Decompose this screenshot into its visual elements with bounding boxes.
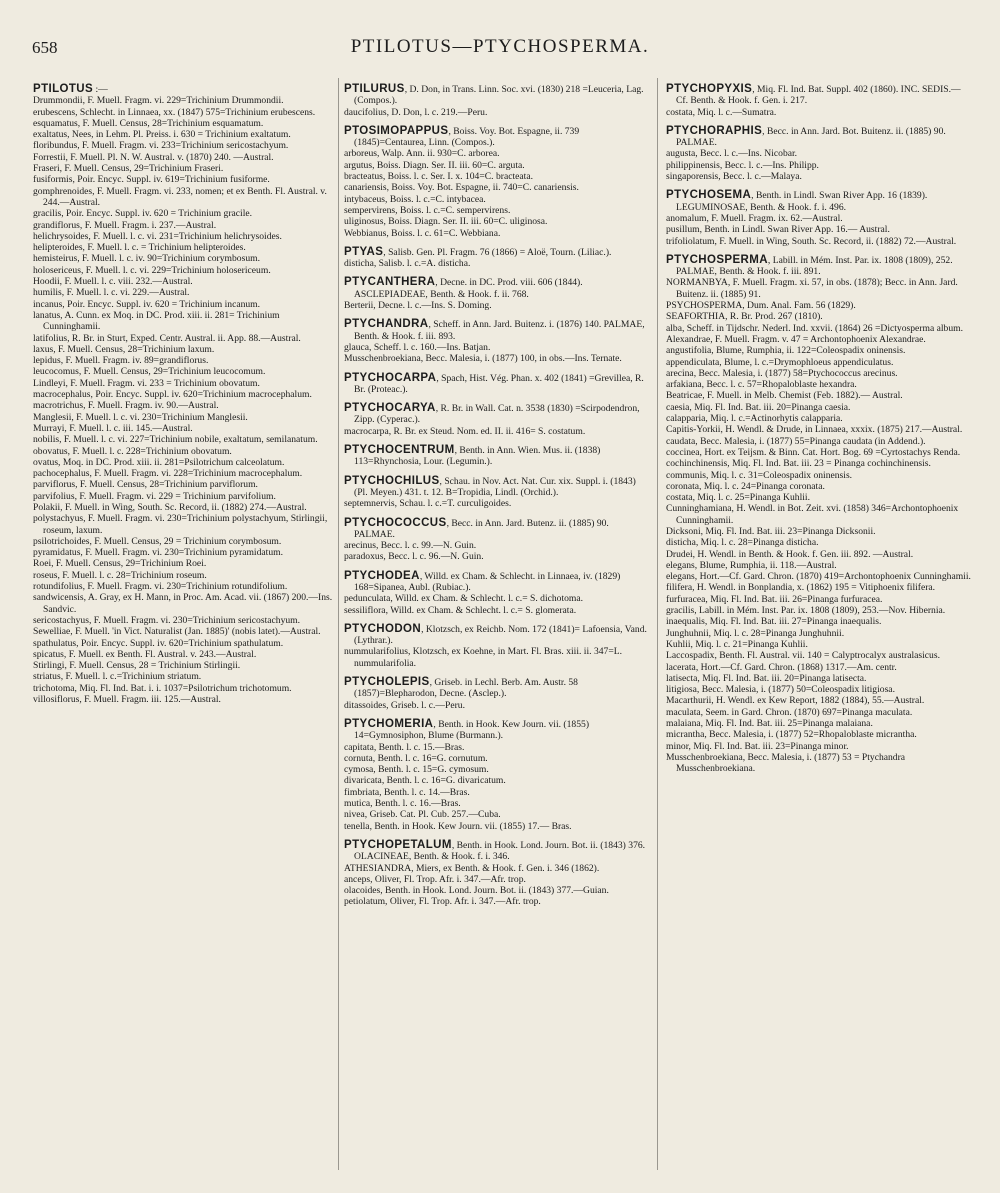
- species-line: uliginosus, Boiss. Diagn. Ser. II. iii. 60=C. uliginosa.: [344, 216, 548, 228]
- entry-heading-line: PTYCHOLEPIS, Griseb. in Lechl. Berb. Am. Austr. 58 (1857)=Blepharodon, Decne. (Asclep.).: [344, 676, 578, 700]
- species-line: alba, Scheff. in Tijdschr. Nederl. Ind. xxvii. (1864) 26 =Dictyosperma album.: [666, 322, 963, 334]
- species-line: caesia, Miq. Fl. Ind. Bat. iii. 20=Pinanga caesia.: [666, 401, 851, 413]
- species-line: argutus, Boiss. Diagn. Ser. II. iii. 60=C. arguta.: [344, 159, 525, 171]
- entry-heading-line: PTYCHOPYXIS, Miq. Fl. Ind. Bat. Suppl. 402 (1860). INC. SEDIS.—Cf. Benth. & Hook. f. Gen. i. 217.: [666, 83, 961, 107]
- genus-name: PTYCHOSEMA: [666, 189, 752, 202]
- species-line: sessiliflora, Willd. ex Cham. & Schlecht. l. c.= S. glomerata.: [344, 604, 577, 616]
- species-line: trifoliolatum, F. Muell. in Wing, South. Sc. Record, ii. (1882) 72.—Austral.: [666, 235, 957, 247]
- species-line: humilis, F. Muell. l. c. vi. 229.—Austral.: [33, 287, 190, 299]
- species-line: cymosa, Benth. l. c. 15=G. cymosum.: [344, 764, 489, 776]
- species-line: SEAFORTHIA, R. Br. Prod. 267 (1810).: [666, 311, 823, 323]
- genus-name: PTYCHORAPHIS: [666, 124, 763, 137]
- species-line: intybaceus, Boiss. l. c.=C. intybacea.: [344, 193, 486, 205]
- species-line: disticha, Salisb. l. c.=A. disticha.: [344, 258, 471, 270]
- species-line: angustifolia, Blume, Rumphia, ii. 122=Coleospadix oninensis.: [666, 345, 906, 357]
- species-line: helipteroides, F. Muell. l. c. = Trichinium helipteroides.: [33, 242, 246, 254]
- species-line: floribundus, F. Muell. Fragm. vi. 233=Trichinium sericostachyum.: [33, 140, 289, 152]
- species-line: Hoodii, F. Muell. l. c. viii. 232.—Austral.: [33, 276, 193, 288]
- genus-entry: [344, 840, 647, 908]
- genus-name: PTYCHOCARPA: [344, 371, 437, 384]
- species-line: Musschenbroekiana, Becc. Malesia, i. (1877) 53 = Ptychandra Musschenbroekiana.: [666, 751, 906, 775]
- species-line: exaltatus, Nees, in Lehm. Pl. Preiss. i. 630 = Trichinium exaltatum.: [33, 129, 291, 141]
- species-line: anceps, Oliver, Fl. Trop. Afr. i. 347.—Afr. trop.: [344, 873, 526, 885]
- species-line: arboreus, Walp. Ann. ii. 930=C. arborea.: [344, 148, 500, 160]
- genus-entry: [666, 126, 972, 182]
- column-2: [344, 84, 647, 916]
- species-line: coronata, Miq. l. c. 24=Pinanga coronata.: [666, 480, 825, 492]
- entry-heading-line: PTYCHORAPHIS, Becc. in Ann. Jard. Bot. Buitenz. ii. (1885) 90. PALMAE.: [666, 124, 946, 149]
- genus-name: PTOSIMOPAPPUS: [344, 124, 449, 137]
- species-line: Alexandrae, F. Muell. Fragm. v. 47 = Archontophoenix Alexandrae.: [666, 333, 926, 345]
- species-line: nummularifolius, Klotzsch, ex Koehne, in Mart. Fl. Bras. xiii. ii. 347=L. nummularifolia.: [344, 646, 622, 669]
- genus-name: PTYCHOMERIA: [344, 717, 434, 730]
- species-line: litigiosa, Becc. Malesia, i. (1877) 50=Coleospadix litigiosa.: [666, 684, 895, 696]
- species-line: philippinensis, Becc. l. c.—Ins. Philipp.: [666, 159, 819, 171]
- genus-name: PTYCHOCARYA: [344, 402, 436, 415]
- entry-heading-line: PTYCHOSPERMA, Labill. in Mém. Inst. Par. ix. 1808 (1809), 252. PALMAE, Benth. & Hook. f. iii. 891.: [666, 253, 953, 278]
- species-line: helichrysoides, F. Muell. l. c. vi. 231=Trichinium helichrysoides.: [33, 230, 282, 242]
- species-line: nivea, Griseb. Cat. Pl. Cub. 257.—Cuba.: [344, 809, 501, 821]
- species-line: Fraseri, F. Muell. Census, 29=Trichinium Fraseri.: [33, 163, 224, 175]
- species-line: Dicksoni, Miq. Fl. Ind. Bat. iii. 23=Pinanga Dicksonii.: [666, 525, 876, 537]
- species-line: sempervirens, Boiss. l. c.=C. sempervirens.: [344, 204, 511, 216]
- species-line: Stirlingi, F. Muell. Census, 28 = Trichinium Stirlingii.: [33, 660, 241, 672]
- species-line: psilotrichoides, F. Muell. Census, 29 = Trichinium corymbosum.: [33, 535, 282, 547]
- species-line: filifera, H. Wendl. in Bonplandia, x. (1862) 195 = Vitiphoenix filifera.: [666, 582, 936, 594]
- species-line: Lindleyi, F. Muell. Fragm. vi. 233 = Trichinium obovatum.: [33, 377, 260, 389]
- entry-heading-line: PTYCANTHERA, Decne. in DC. Prod. viii. 606 (1844). ASCLEPIADEAE, Benth. & Hook. f. ii. 768.: [344, 276, 583, 300]
- species-line: Capitis-Yorkii, H. Wendl. & Drude, in Linnaea, xxxix. (1875) 217.—Austral.: [666, 424, 963, 436]
- entry-heading-line: PTYCHANDRA, Scheff. in Ann. Jard. Buitenz. i. (1876) 140. PALMAE, Benth. & Hook. f. iii. 893.: [344, 318, 645, 342]
- species-line: paradoxus, Becc. l. c. 96.—N. Guin.: [344, 551, 484, 563]
- species-line: inaequalis, Miq. Fl. Ind. Bat. iii. 27=Pinanga inaequalis.: [666, 616, 882, 628]
- species-line: grandiflorus, F. Muell. Fragm. i. 237.—Austral.: [33, 219, 217, 231]
- species-line: Forrestii, F. Muell. Pl. N. W. Austral. v. (1870) 240. —Austral.: [33, 151, 274, 163]
- species-line: maculata, Seem. in Gard. Chron. (1870) 697=Pinanga maculata.: [666, 706, 913, 718]
- entry-heading-line: PTILURUS, D. Don, in Trans. Linn. Soc. xvi. (1830) 218 =Leuceria, Lag. (Compos.).: [344, 83, 644, 107]
- species-line: Drummondii, F. Muell. Fragm. vi. 229=Trichinium Drummondii.: [33, 95, 284, 107]
- genus-name: PTYCHOCENTRUM: [344, 444, 455, 457]
- column-divider: [657, 78, 658, 1170]
- species-line: pachocephalus, F. Muell. Fragm. vi. 228=Trichinium macrocephalum.: [33, 468, 303, 480]
- genus-entry: [344, 624, 647, 669]
- species-line: minor, Miq. Fl. Ind. Bat. iii. 23=Pinanga minor.: [666, 740, 849, 752]
- entry-heading-line: PTYCHOMERIA, Benth. in Hook. Kew Journ. vii. (1855) 14=Gymnosiphon, Blume (Burmann.).: [344, 717, 590, 742]
- species-line: fimbriata, Benth. l. c. 14.—Bras.: [344, 786, 470, 798]
- species-line: leucocomus, F. Muell. Census, 29=Trichinium leucocomum.: [33, 366, 266, 378]
- species-line: sandwicensis, A. Gray, ex H. Mann, in Proc. Am. Acad. vii. (1867) 200.—Ins. Sandvic.: [33, 592, 333, 615]
- species-line: latisecta, Miq. Fl. Ind. Bat. iii. 20=Pinanga latisecta.: [666, 672, 867, 684]
- species-line: arecinus, Becc. l. c. 99.—N. Guin.: [344, 540, 477, 552]
- species-line: disticha, Miq. l. c. 28=Pinanga disticha.: [666, 537, 819, 549]
- genus-entry: [344, 518, 647, 563]
- entry-heading-line: PTYCHOCARYA, R. Br. in Wall. Cat. n. 3538 (1830) =Scirpodendron, Zipp. (Cyperac.).: [344, 402, 640, 426]
- species-line: anomalum, F. Muell. Fragm. ix. 62.—Austral.: [666, 212, 843, 224]
- entry-heading-line: PTYAS, Salisb. Gen. Pl. Fragm. 76 (1866) = Aloë, Tourn. (Liliac.).: [344, 245, 612, 258]
- genus-name: PTILOTUS: [33, 83, 94, 95]
- entry-heading-line: PTYCHODEA, Willd. ex Cham. & Schlecht. in Linnaea, iv. (1829) 168=Sipanea, Aubl. (Rubiac.).: [344, 569, 621, 593]
- species-line: gracilis, Labill. in Mém. Inst. Par. ix. 1808 (1809), 253.—Nov. Hibernia.: [666, 605, 946, 617]
- entry-heading-line: PTYCHOCENTRUM, Benth. in Ann. Wien. Mus. ii. (1838) 113=Rhynchosia, Lour. (Legumin.).: [344, 444, 601, 468]
- species-line: costata, Miq. l. c.—Sumatra.: [666, 106, 777, 118]
- genus-name: PTYCHOSPERMA: [666, 253, 768, 266]
- species-line: spathulatus, Poir. Encyc. Suppl. iv. 620=Trichinium spathulatum.: [33, 637, 284, 649]
- species-line: Cunninghamiana, H. Wendl. in Bot. Zeit. xvi. (1858) 346=Archontophoenix Cunninghamii.: [666, 503, 959, 526]
- species-line: micrantha, Becc. Malesia, i. (1877) 52=Rhopaloblaste micrantha.: [666, 729, 917, 741]
- species-line: mutica, Benth. l. c. 16.—Bras.: [344, 798, 461, 810]
- species-line: Laccospadix, Benth. Fl. Austral. vii. 140 = Calyptrocalyx australasicus.: [666, 650, 940, 662]
- species-line: PSYCHOSPERMA, Dum. Anal. Fam. 56 (1829).: [666, 300, 856, 312]
- species-line: macrotrichus, F. Muell. Fragm. iv. 90.—Austral.: [33, 400, 219, 412]
- species-line: elegans, Blume, Rumphia, ii. 118.—Austral.: [666, 559, 837, 571]
- species-line: malaiana, Miq. Fl. Ind. Bat. iii. 25=Pinanga malaiana.: [666, 718, 873, 730]
- species-line: divaricata, Benth. l. c. 16=G. divaricatum.: [344, 775, 506, 787]
- species-line: striatus, F. Muell. l. c.=Trichinium striatum.: [33, 671, 202, 683]
- species-line: Sewelliae, F. Muell. 'in Vict. Naturalist (Jan. 1885)' (nobis latet).—Austral.: [33, 626, 321, 638]
- species-line: rotundifolius, F. Muell. Fragm. vi. 230=Trichinium rotundifolium.: [33, 581, 288, 593]
- genus-name: PTYCHOLEPIS: [344, 676, 430, 689]
- species-line: villosiflorus, F. Muell. Fragm. iii. 125.—Austral.: [33, 694, 221, 706]
- species-line: cornuta, Benth. l. c. 16=G. cornutum.: [344, 752, 488, 764]
- species-line: canariensis, Boiss. Voy. Bot. Espagne, ii. 740=C. canariensis.: [344, 182, 579, 194]
- species-line: tenella, Benth. in Hook. Kew Journ. vii. (1855) 17.— Bras.: [344, 820, 572, 832]
- species-line: spicatus, F. Muell. ex Benth. Fl. Austral. v. 243.—Austral.: [33, 648, 257, 660]
- species-line: incanus, Poir. Encyc. Suppl. iv. 620 = Trichinium incanum.: [33, 298, 261, 310]
- species-line: coccinea, Hort. ex Teijsm. & Binn. Cat. Hort. Bog. 69 =Cyrtostachys Renda.: [666, 446, 961, 458]
- species-line: Musschenbroekiana, Becc. Malesia, i. (1877) 100, in obs.—Ins. Ternate.: [344, 353, 622, 365]
- genus-name: PTILURUS: [344, 83, 405, 95]
- species-line: Polakii, F. Muell. in Wing, South. Sc. Record, ii. (1882) 274.—Austral.: [33, 501, 307, 513]
- genus-name: PTYCHOPYXIS: [666, 83, 753, 95]
- genus-entry: [666, 190, 972, 246]
- species-line: arfakiana, Becc. l. c. 57=Rhopaloblaste hexandra.: [666, 379, 857, 391]
- running-head: PTILOTUS—PTYCHOSPERMA.: [350, 36, 650, 57]
- species-line: Berterii, Decne. l. c.—Ins. S. Doming.: [344, 300, 492, 312]
- species-line: Murrayi, F. Muell. l. c. iii. 145.—Austral.: [33, 422, 193, 434]
- species-line: glauca, Scheff. l. c. 160.—Ins. Batjan.: [344, 341, 491, 353]
- species-line: gracilis, Poir. Encyc. Suppl. iv. 620 = Trichinium gracile.: [33, 208, 253, 220]
- genus-entry: [344, 719, 647, 832]
- entry-heading-line: PTYCHOCARPA, Spach, Hist. Vég. Phan. x. 402 (1841) =Grevillea, R. Br. (Proteac.).: [344, 371, 644, 395]
- species-line: septemnervis, Schau. l. c.=T. curculigoides.: [344, 498, 512, 510]
- species-line: pusillum, Benth. in Lindl. Swan River App. 16.— Austral.: [666, 224, 890, 236]
- species-line: fusiformis, Poir. Encyc. Suppl. iv. 619=Trichinium fusiforme.: [33, 174, 270, 186]
- genus-entry: [33, 84, 333, 705]
- genus-name: PTYCHODON: [344, 622, 422, 635]
- genus-entry: [344, 277, 647, 311]
- genus-entry: [344, 373, 647, 396]
- species-line: ATHESIANDRA, Miers, ex Benth. & Hook. f. Gen. i. 346 (1862).: [344, 862, 600, 874]
- species-line: Junghuhnii, Miq. l. c. 28=Pinanga Junghuhnii.: [666, 627, 845, 639]
- species-line: singaporensis, Becc. l. c.—Malaya.: [666, 171, 802, 183]
- species-line: trichotoma, Miq. Fl. Ind. Bat. i. i. 1037=Psilotrichum trichotomum.: [33, 682, 292, 694]
- column-3: [666, 84, 972, 783]
- entry-heading-line: PTYCHOCOCCUS, Becc. in Ann. Jard. Butenz. ii. (1885) 90. PALMAE.: [344, 516, 609, 540]
- entry-heading-line: PTYCHODON, Klotzsch, ex Reichb. Nom. 172 (1841)= Lafoensia, Vand. (Lythrar.).: [344, 622, 647, 647]
- species-line: parviflorus, F. Muell. Census, 28=Trichinium parviflorum.: [33, 479, 258, 491]
- species-line: lanatus, A. Cunn. ex Moq. in DC. Prod. xiii. ii. 281= Trichinium Cunninghamii.: [33, 309, 280, 333]
- species-line: capitata, Benth. l. c. 15.—Bras.: [344, 741, 465, 753]
- species-line: daucifolius, D. Don, l. c. 219.—Peru.: [344, 106, 488, 118]
- species-line: lepidus, F. Muell. Fragm. iv. 89=grandiflorus.: [33, 355, 209, 367]
- species-line: bracteatus, Boiss. l. c. Ser. I. x. 104=C. bracteata.: [344, 171, 533, 183]
- species-line: Beatricae, F. Muell. in Melb. Chemist (Feb. 1882).— Austral.: [666, 390, 903, 402]
- genus-name: PTYCHODEA: [344, 569, 420, 582]
- species-line: elegans, Hort.—Cf. Gard. Chron. (1870) 419=Archontophoenix Cunninghamii.: [666, 571, 971, 583]
- genus-name: PTYCHOCHILUS: [344, 474, 440, 487]
- species-line: costata, Miq. l. c. 25=Pinanga Kuhlii.: [666, 492, 810, 504]
- species-line: parvifolius, F. Muell. Fragm. vi. 229 = Trichinium parvifolium.: [33, 490, 276, 502]
- species-line: pedunculata, Willd. ex Cham. & Schlecht. l. c.= S. dichotoma.: [344, 593, 584, 605]
- species-line: roseus, F. Muell. l. c. 28=Trichinium roseum.: [33, 569, 207, 581]
- genus-name: PTYCHOCOCCUS: [344, 516, 447, 529]
- genus-entry: [344, 445, 647, 468]
- species-line: Drudei, H. Wendl. in Benth. & Hook. f. Gen. iii. 892. —Austral.: [666, 548, 914, 560]
- genus-name: PTYAS: [344, 245, 384, 258]
- species-line: furfuracea, Miq. Fl. Ind. Bat. iii. 26=Pinanga furfuracea.: [666, 593, 883, 605]
- species-line: macrocephalus, Poir. Encyc. Suppl. iv. 620=Trichinium macrocephalum.: [33, 389, 312, 401]
- species-line: olacoides, Benth. in Hook. Lond. Journ. Bot. ii. (1843) 377.—Guian.: [344, 885, 609, 897]
- genus-entry: [344, 403, 647, 437]
- species-line: Webbianus, Boiss. l. c. 61=C. Webbiana.: [344, 227, 501, 239]
- entry-heading-line: PTILOTUS :—: [33, 83, 108, 95]
- species-line: macrocarpa, R. Br. ex Steud. Nom. ed. II. ii. 416= S. costatum.: [344, 425, 586, 437]
- species-line: sericostachyus, F. Muell. Fragm. vi. 230=Trichinium sericostachyum.: [33, 614, 301, 626]
- species-line: Roei, F. Muell. Census, 29=Trichinium Roei.: [33, 558, 207, 570]
- genus-entry: [344, 126, 647, 239]
- species-line: calapparia, Miq. l. c.=Actinorhytis calapparia.: [666, 413, 843, 425]
- species-line: laxus, F. Muell. Census, 28=Trichinium laxum.: [33, 343, 215, 355]
- genus-name: PTYCHOPETALUM: [344, 838, 452, 851]
- genus-entry: [344, 677, 647, 711]
- species-line: esquamatus, F. Muell. Census, 28=Trichinium esquamatum.: [33, 117, 264, 129]
- species-line: communis, Miq. l. c. 31=Coleospadix oninensis.: [666, 469, 853, 481]
- column-1: [33, 84, 333, 713]
- column-divider: [338, 78, 339, 1170]
- species-line: ovatus, Moq. in DC. Prod. xiii. ii. 281=Psilotrichum calceolatum.: [33, 456, 285, 468]
- species-line: appendiculata, Blume, l. c.=Drymophloeus appendiculatus.: [666, 356, 894, 368]
- genus-entry: [666, 255, 972, 775]
- genus-name: PTYCANTHERA: [344, 276, 436, 289]
- species-line: pyramidatus, F. Muell. Fragm. vi. 230=Trichinium pyramidatum.: [33, 547, 283, 559]
- species-line: holosericeus, F. Muell. l. c. vi. 229=Trichinium holosericeum.: [33, 264, 271, 276]
- species-line: lacerata, Hort.—Cf. Gard. Chron. (1868) 1317.—Am. centr.: [666, 661, 897, 673]
- species-line: augusta, Becc. l. c.—Ins. Nicobar.: [666, 148, 798, 160]
- species-line: ditassoides, Griseb. l. c.—Peru.: [344, 699, 465, 711]
- species-line: latifolius, R. Br. in Sturt, Exped. Centr. Austral. ii. App. 88.—Austral.: [33, 332, 301, 344]
- species-line: gomphrenoides, F. Muell. Fragm. vi. 233, nomen; et ex Benth. Fl. Austral. v. 244.—Austral.: [33, 185, 327, 208]
- entry-heading-line: PTOSIMOPAPPUS, Boiss. Voy. Bot. Espagne, ii. 739 (1845)=Centaurea, Linn. (Compos.).: [344, 124, 580, 149]
- species-line: erubescens, Schlecht. in Linnaea, xx. (1847) 575=Trichinium erubescens.: [33, 106, 316, 118]
- species-line: cochinchinensis, Miq. Fl. Ind. Bat. iii. 23 = Pinanga cochinchinensis.: [666, 458, 931, 470]
- genus-name: PTYCHANDRA: [344, 318, 429, 331]
- species-line: petiolatum, Oliver, Fl. Trop. Afr. i. 347.—Afr. trop.: [344, 896, 541, 908]
- page-number: 658: [32, 38, 58, 57]
- species-line: NORMANBYA, F. Muell. Fragm. xi. 57, in obs. (1878); Becc. in Ann. Jard. Buitenz. ii. (1885) 91.: [666, 277, 958, 300]
- genus-entry: [666, 84, 972, 118]
- entry-heading-line: PTYCHOSEMA, Benth. in Lindl. Swan River App. 16 (1839). LEGUMINOSAE, Benth. & Hook. f. i. 496.: [666, 189, 928, 213]
- species-line: nobilis, F. Muell. l. c. vi. 227=Trichinium nobile, exaltatum, semilanatum.: [33, 434, 318, 446]
- species-line: Macarthurii, H. Wendl. ex Kew Report, 1882 (1884), 55.—Austral.: [666, 695, 925, 707]
- species-line: polystachyus, F. Muell. Fragm. vi. 230=Trichinium polystachyum, Stirlingii, roseum, laxum.: [33, 513, 328, 536]
- genus-entry: [344, 84, 647, 118]
- species-line: hemisteirus, F. Muell. l. c. iv. 90=Trichinium corymbosum.: [33, 253, 260, 265]
- entry-heading-line: PTYCHOCHILUS, Schau. in Nov. Act. Nat. Cur. xix. Suppl. i. (1843) (Pl. Meyen.) 431. t. 12. B=Tropidia, Lindl. (Orchid.).: [344, 474, 636, 498]
- genus-entry: [344, 476, 647, 510]
- entry-heading-line: PTYCHOPETALUM, Benth. in Hook. Lond. Journ. Bot. ii. (1843) 376. OLACINEAE, Benth. & Hook. f. i. 346.: [344, 838, 646, 863]
- species-line: arecina, Becc. Malesia, i. (1877) 58=Ptychococcus arecinus.: [666, 367, 898, 379]
- species-line: obovatus, F. Muell. l. c. 228=Trichinium obovatum.: [33, 445, 232, 457]
- species-line: caudata, Becc. Malesia, i. (1877) 55=Pinanga caudata (in Addend.).: [666, 435, 926, 447]
- species-line: Manglesii, F. Muell. l. c. vi. 230=Trichinium Manglesii.: [33, 411, 248, 423]
- genus-entry: [344, 319, 647, 364]
- genus-entry: [344, 571, 647, 616]
- genus-entry: [344, 247, 647, 270]
- species-line: Kuhlii, Miq. l. c. 21=Pinanga Kuhlii.: [666, 638, 808, 650]
